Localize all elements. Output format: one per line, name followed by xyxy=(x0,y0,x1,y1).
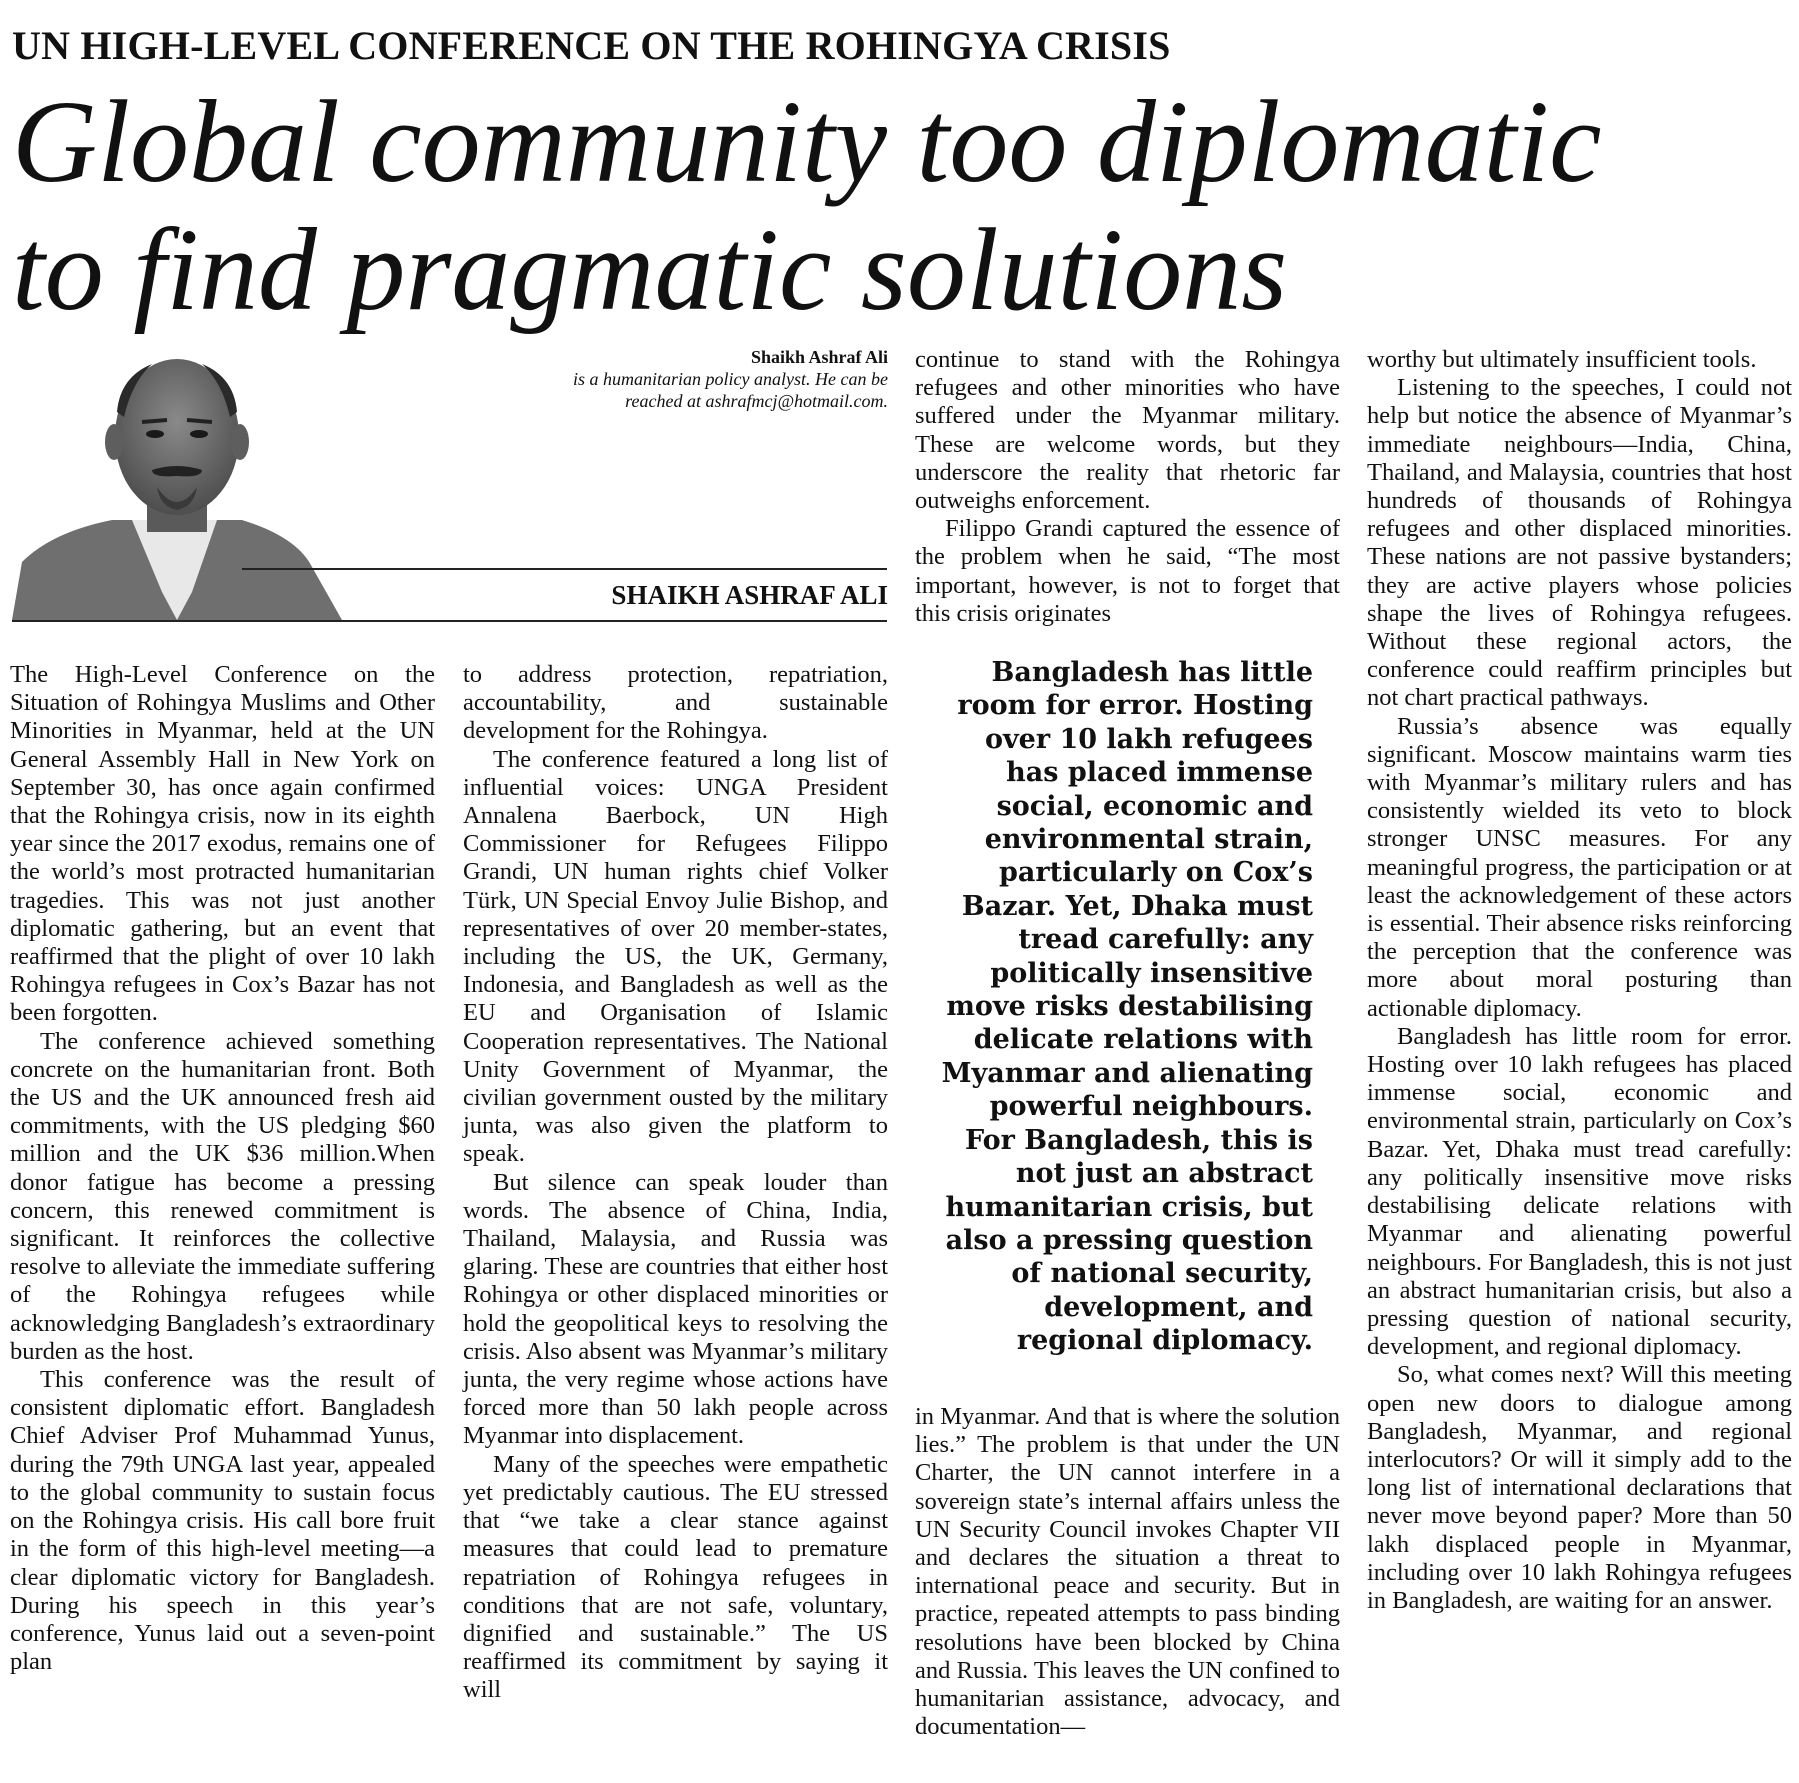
byline-top-rule xyxy=(242,568,887,570)
article-column-2 xyxy=(463,661,888,1705)
author-bio-line-1: is a humanitarian policy analyst. He can be xyxy=(573,369,888,389)
byline: SHAIKH ASHRAF ALI xyxy=(611,580,888,610)
paragraph: Listening to the speeches, I could not help but notice the absence of Myanmar’s immediate neighbours—India, China, Thailand, and Malaysia, countries that host hundreds of thousands of Rohingya refugees and other displaced minorities. These nations are not passive bystanders; they are active players whose policies shape the lives of Rohingya refugees. Without these regional actors, the conference could reaffirm principles but not chart practical pathways. xyxy=(1367,374,1792,712)
paragraph: But silence can speak louder than words. The absence of China, India, Thailand, Malaysia, and Russia was glaring. These are countries that either host Rohingya or other displaced minorities or hold the geopolitical keys to resolving the crisis. Also absent was Myanmar’s military junta, the very regime whose actions have forced more than 50 lakh people across Myanmar into displacement. xyxy=(463,1168,888,1450)
paragraph: The conference featured a long list of influential voices: UNGA President Annalena Baerbock, UN High Commissioner for Refugees Filippo Grandi, UN human rights chief Volker Türk, UN Special Envoy Julie Bishop, and representatives of over 20 member-states, including the US, the UK, Germany, Indonesia, and Bangladesh as well as the EU and Organisation of Islamic Cooperation representatives. The National Unity Government of Myanmar, the civilian government ousted by the military junta, was also given the platform to speak. xyxy=(463,745,888,1168)
author-bio-box xyxy=(470,346,888,412)
byline-bottom-rule xyxy=(12,620,887,622)
paragraph: in Myanmar. And that is where the solution lies.” The problem is that under the UN Charter, the UN cannot interfere in a sovereign state’s internal affairs unless the UN Security Council invokes Chapter VII and declares the situation a threat to international peace and security. But in practice, repeated attempts to pass binding resolutions have been blocked by China and Russia. This leaves the UN confined to humanitarian assistance, advocacy, and documentation— xyxy=(915,1403,1340,1741)
headline-line-2: to find pragmatic solutions xyxy=(12,204,1288,335)
section-kicker: UN HIGH-LEVEL CONFERENCE ON THE ROHINGYA CRISIS xyxy=(12,23,1171,68)
author-bio-line-2: reached at ashrafmcj@hotmail.com. xyxy=(625,391,888,411)
article-column-1 xyxy=(10,661,435,1676)
paragraph: The conference achieved something concrete on the humanitarian front. Both the US and the UK announced fresh aid commitments, with the US pledging $60 million and the UK $36 million.When donor fatigue has become a pressing concern, this renewed commitment is significant. It reinforces the collective resolve to alleviate the immediate suffering of the Rohingya refugees while acknowledging Bangladesh’s extraordinary burden as the host. xyxy=(10,1027,435,1365)
paragraph: Filippo Grandi captured the essence of the problem when he said, “The most important, however, is not to forget that this crisis originates xyxy=(915,515,1340,627)
pull-quote: Bangladesh has little room for error. Hosting over 10 lakh refugees has placed immense social, economic and environmental strain, particularly on Cox’s Bazar. Yet, Dhaka must tread carefully: any politically insensitive move risks destabilising delicate relations with Myanmar and alienating powerful neighbours. For Bangladesh, this is not just an abstract humanitarian crisis, but also a pressing question of national security, development, and regional diplomacy. xyxy=(941,657,1313,1357)
article-column-4 xyxy=(1367,346,1792,1615)
paragraph: worthy but ultimately insufficient tools. xyxy=(1367,346,1757,373)
headline xyxy=(12,78,1792,334)
author-photo xyxy=(12,342,342,620)
paragraph: Bangladesh has little room for error. Hosting over 10 lakh refugees has placed immense social, economic and environmental strain, particularly on Cox’s Bazar. Yet, Dhaka must tread carefully: any politically insensitive move risks destabilising delicate relations with Myanmar and alienating powerful neighbours. For Bangladesh, this is not just an abstract humanitarian crisis, but also a pressing question of national security, development, and regional diplomacy. xyxy=(1367,1022,1792,1361)
paragraph: Russia’s absence was equally significant. Moscow maintains warm ties with Myanmar’s military rulers and has consistently wielded its veto to block stronger UNSC measures. For any meaningful progress, the participation or at least the acknowledgement of these actors is essential. Their absence risks reinforcing the perception that the conference was more about moral posturing than actionable diplomacy. xyxy=(1367,712,1792,1022)
paragraph: This conference was the result of consistent diplomatic effort. Bangladesh Chief Adviser Prof Muhammad Yunus, during the 79th UNGA last year, appealed to the global community to sustain focus on the Rohingya crisis. His call bore fruit in the form of this high-level meeting—a clear diplomatic victory for Bangladesh. During his speech in this year’s conference, Yunus laid out a seven-point plan xyxy=(10,1366,435,1676)
article-column-3-bottom xyxy=(915,1403,1340,1741)
paragraph: The High-Level Conference on the Situation of Rohingya Muslims and Other Minorities in Myanmar, held at the UN General Assembly Hall in New York on September 30, has once again confirmed that the Rohingya crisis, now in its eighth year since the 2017 exodus, remains one of the world’s most protracted humanitarian tragedies. This was not just another diplomatic gathering, but an event that reaffirmed that the plight of over 10 lakh Rohingya refugees in Cox’s Bazar has not been forgotten. xyxy=(10,661,435,1027)
article-column-3-top xyxy=(915,346,1340,628)
paragraph: to address protection, repatriation, accountability, and sustainable development for the Rohingya. xyxy=(463,661,888,745)
author-name: Shaikh Ashraf Ali xyxy=(750,347,888,367)
paragraph: Many of the speeches were empathetic yet predictably cautious. The EU stressed that “we take a clear stance against measures that could lead to premature repatriation of Rohingya refugees in conditions that are not safe, voluntary, dignified and sustainable.” The US reaffirmed its commitment by saying it will xyxy=(463,1450,888,1704)
paragraph: So, what comes next? Will this meeting open new doors to dialogue among Bangladesh, Myanmar, and regional interlocutors? Or will it simply add to the long list of international declarations that never move beyond paper? More than 50 lakh displaced people in Myanmar, including over 10 lakh Rohingya refugees in Bangladesh, are waiting for an answer. xyxy=(1367,1361,1792,1614)
headline-line-1: Global community too diplomatic xyxy=(12,76,1602,207)
paragraph: continue to stand with the Rohingya refugees and other minorities who have suffered under the Myanmar military. These are welcome words, but they underscore the reality that rhetoric far outweighs enforcement. xyxy=(915,346,1340,515)
